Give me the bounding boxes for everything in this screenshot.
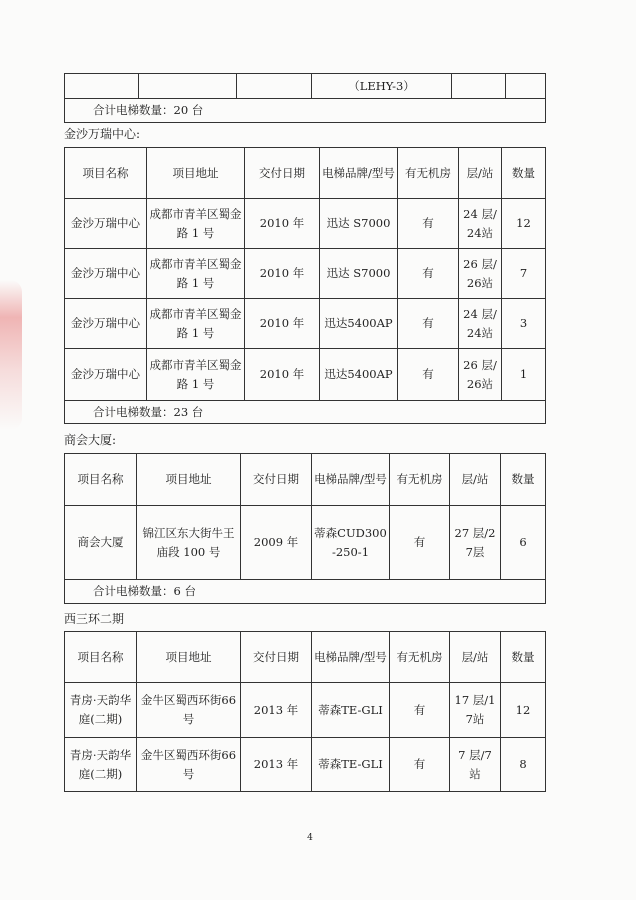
cell-project: 金沙万瑞中心 bbox=[65, 199, 147, 249]
elevator-table-shanghui bbox=[64, 453, 546, 604]
cell-floors: 26 层/26站 bbox=[459, 249, 502, 299]
total-count: 合计电梯数量：23 台 bbox=[65, 401, 546, 424]
header-floors-stops: 层/站 bbox=[459, 148, 502, 199]
cell-address: 成都市青羊区蜀金路 1 号 bbox=[147, 199, 245, 249]
header-brand-model: 电梯品牌/型号 bbox=[312, 454, 390, 506]
cell-qty: 7 bbox=[502, 249, 546, 299]
table-row bbox=[65, 349, 546, 401]
cell-room: 有 bbox=[398, 249, 459, 299]
table-row bbox=[65, 299, 546, 349]
cell-address: 成都市青羊区蜀金路 1 号 bbox=[147, 349, 245, 401]
table-row bbox=[65, 74, 546, 99]
cell-qty: 12 bbox=[502, 199, 546, 249]
cell-date: 2010 年 bbox=[245, 249, 320, 299]
header-row bbox=[65, 454, 546, 506]
cell-project: 金沙万瑞中心 bbox=[65, 299, 147, 349]
cell-date: 2013 年 bbox=[241, 683, 312, 738]
cell-project: 金沙万瑞中心 bbox=[65, 249, 147, 299]
total-row bbox=[65, 580, 546, 604]
cell-project: 青房·天韵华庭(二期) bbox=[65, 738, 137, 792]
cell-address: 金牛区蜀西环街66 号 bbox=[137, 738, 241, 792]
cell-qty: 3 bbox=[502, 299, 546, 349]
cell-model: 迅达 S7000 bbox=[320, 199, 398, 249]
elevator-table-jinsha bbox=[64, 147, 546, 424]
cell-room: 有 bbox=[390, 683, 450, 738]
cell-date: 2013 年 bbox=[241, 738, 312, 792]
cell-model: 迅达 S7000 bbox=[320, 249, 398, 299]
cell-room: 有 bbox=[390, 506, 450, 580]
header-project-name: 项目名称 bbox=[65, 148, 147, 199]
header-row bbox=[65, 148, 546, 199]
model-cell: （LEHY-3） bbox=[312, 74, 452, 99]
cell-model: 迅达5400AP bbox=[320, 349, 398, 401]
cell-floors: 24 层/24站 bbox=[459, 199, 502, 249]
cell-date: 2009 年 bbox=[241, 506, 312, 580]
table-row bbox=[65, 249, 546, 299]
cell-model: 蒂森TE-GLI bbox=[312, 683, 390, 738]
cell-model: 蒂森TE-GLI bbox=[312, 738, 390, 792]
header-delivery-date: 交付日期 bbox=[241, 632, 312, 683]
cell-qty: 8 bbox=[501, 738, 546, 792]
total-row bbox=[65, 401, 546, 424]
header-quantity: 数量 bbox=[501, 632, 546, 683]
header-machine-room: 有无机房 bbox=[398, 148, 459, 199]
table-row bbox=[65, 683, 546, 738]
red-stamp-fragment bbox=[0, 280, 22, 430]
section-title: 金沙万瑞中心: bbox=[64, 127, 141, 141]
cell-room: 有 bbox=[398, 349, 459, 401]
header-quantity: 数量 bbox=[501, 454, 546, 506]
page-number: 4 bbox=[307, 833, 313, 843]
cell-floors: 17 层/17站 bbox=[450, 683, 501, 738]
cell-qty: 12 bbox=[501, 683, 546, 738]
header-address: 项目地址 bbox=[137, 632, 241, 683]
header-floors-stops: 层/站 bbox=[450, 632, 501, 683]
cell-floors: 27 层/27层 bbox=[450, 506, 501, 580]
cell-date: 2010 年 bbox=[245, 199, 320, 249]
section-title: 西三环二期 bbox=[64, 612, 125, 626]
cell-date: 2010 年 bbox=[245, 299, 320, 349]
cell-address: 成都市青羊区蜀金路 1 号 bbox=[147, 299, 245, 349]
cell-floors: 26 层/26站 bbox=[459, 349, 502, 401]
cell-address: 金牛区蜀西环街66 号 bbox=[137, 683, 241, 738]
elevator-table-xisanhuan bbox=[64, 631, 546, 792]
cell-model: 迅达5400AP bbox=[320, 299, 398, 349]
cell-room: 有 bbox=[390, 738, 450, 792]
header-address: 项目地址 bbox=[137, 454, 241, 506]
cell-project: 青房·天韵华庭(二期) bbox=[65, 683, 137, 738]
header-address: 项目地址 bbox=[147, 148, 245, 199]
header-machine-room: 有无机房 bbox=[390, 632, 450, 683]
table-continued bbox=[64, 73, 546, 123]
cell-date: 2010 年 bbox=[245, 349, 320, 401]
header-machine-room: 有无机房 bbox=[390, 454, 450, 506]
table-row bbox=[65, 738, 546, 792]
cell-project: 金沙万瑞中心 bbox=[65, 349, 147, 401]
header-project-name: 项目名称 bbox=[65, 632, 137, 683]
header-brand-model: 电梯品牌/型号 bbox=[320, 148, 398, 199]
cell-room: 有 bbox=[398, 199, 459, 249]
cell-model: 蒂森CUD300-250-1 bbox=[312, 506, 390, 580]
header-quantity: 数量 bbox=[502, 148, 546, 199]
cell-qty: 6 bbox=[501, 506, 546, 580]
table-row bbox=[65, 199, 546, 249]
cell-address: 成都市青羊区蜀金路 1 号 bbox=[147, 249, 245, 299]
header-delivery-date: 交付日期 bbox=[241, 454, 312, 506]
header-floors-stops: 层/站 bbox=[450, 454, 501, 506]
cell-floors: 7 层/7 站 bbox=[450, 738, 501, 792]
header-row bbox=[65, 632, 546, 683]
header-delivery-date: 交付日期 bbox=[245, 148, 320, 199]
section-title: 商会大厦: bbox=[64, 433, 117, 447]
header-project-name: 项目名称 bbox=[65, 454, 137, 506]
cell-room: 有 bbox=[398, 299, 459, 349]
header-brand-model: 电梯品牌/型号 bbox=[312, 632, 390, 683]
cell-qty: 1 bbox=[502, 349, 546, 401]
table-row bbox=[65, 506, 546, 580]
cell-address: 锦江区东大街牛王庙段 100 号 bbox=[137, 506, 241, 580]
total-count: 合计电梯数量：6 台 bbox=[65, 580, 546, 604]
cell-project: 商会大厦 bbox=[65, 506, 137, 580]
total-count: 合计电梯数量：20 台 bbox=[65, 99, 546, 123]
cell-floors: 24 层/24站 bbox=[459, 299, 502, 349]
total-row bbox=[65, 99, 546, 123]
